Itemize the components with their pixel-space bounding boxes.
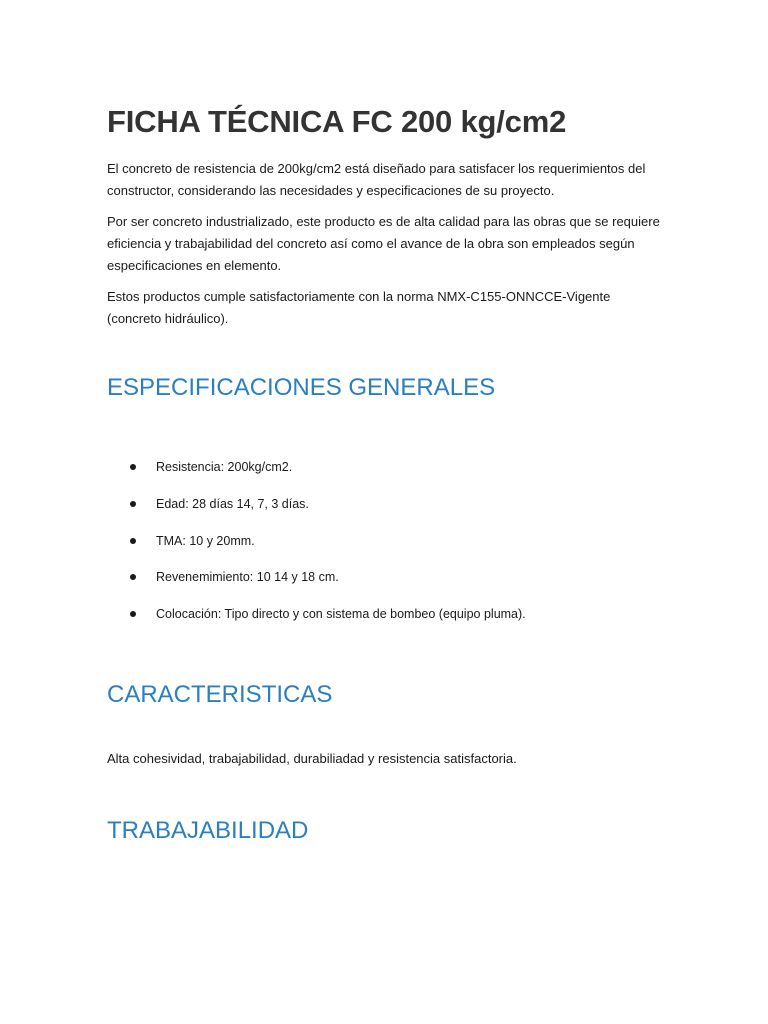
bullet-icon [130,611,136,617]
spec-item-text: Resistencia: 200kg/cm2. [156,460,293,474]
heading-caracteristicas: CARACTERISTICAS [107,681,333,708]
bullet-icon [130,538,136,544]
intro-section [107,158,667,339]
intro-paragraph-3: Estos productos cumple satisfactoriamente con la norma NMX-C155-ONNCCE-Vigente (concreto hidráulico). [107,289,611,326]
list-item [107,530,667,552]
list-item [107,493,667,515]
caracteristicas-text: Alta cohesividad, trabajabilidad, durabiliadad y resistencia satisfactoria. [107,751,517,766]
spec-item-text: Revenemimiento: 10 14 y 18 cm. [156,570,339,585]
spec-item-text: Edad: 28 días 14, 7, 3 días. [156,496,309,511]
spec-item-text: Colocación: Tipo directo y con sistema de bombeo (equipo pluma). [156,607,526,622]
list-item [107,603,667,625]
bullet-icon [130,501,136,507]
list-item [107,566,667,588]
bullet-icon [130,464,136,470]
heading-trabajabilidad: TRABAJABILIDAD [107,817,309,844]
spec-item-text: TMA: 10 y 20mm. [156,533,255,548]
spec-list [107,456,667,640]
intro-paragraph-1: El concreto de resistencia de 200kg/cm2 está diseñado para satisfacer los requerimientos del constructor, considerando las necesidades y especificaciones de su proyecto. [107,161,646,198]
intro-paragraph-2: Por ser concreto industrializado, este producto es de alta calidad para las obras que se requiere eficiencia y trabajabilidad del concreto así como el avance de la obra son empleados según especificaciones en elemento. [107,214,660,273]
bullet-icon [130,574,136,580]
heading-especificaciones: ESPECIFICACIONES GENERALES [107,374,496,401]
list-item [107,456,667,478]
page-title: FICHA TÉCNICA FC 200 kg/cm2 [107,104,567,139]
